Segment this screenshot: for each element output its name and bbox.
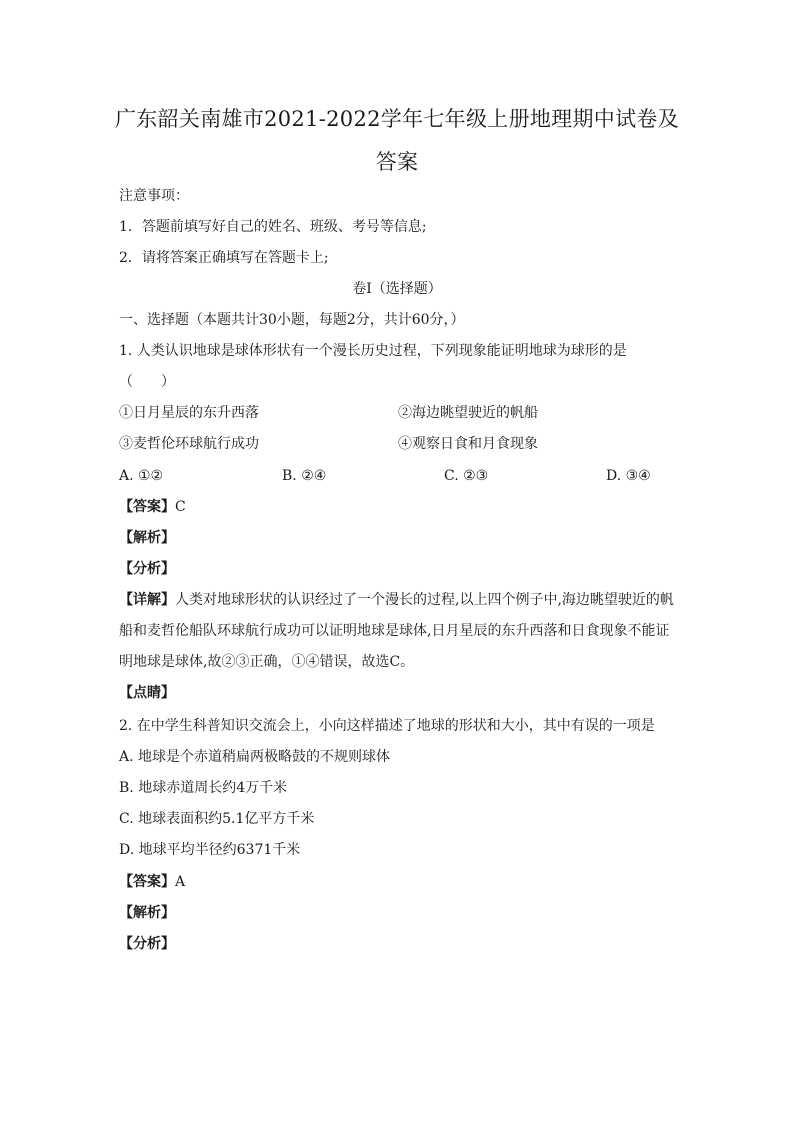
q1-statement-1: ①日月星辰的东升西落 bbox=[119, 405, 259, 421]
q1-option-a: A. ①② bbox=[119, 468, 164, 484]
q2-option-d: D. 地球平均半径约6371千米 bbox=[119, 842, 301, 858]
q2-option-c: C. 地球表面积约5.1亿平方千米 bbox=[119, 811, 315, 827]
notes-item-1: 1．答题前填写好自己的姓名、班级、考号等信息; bbox=[119, 219, 427, 235]
q1-statement-3: ③麦哲伦环球航行成功 bbox=[119, 436, 259, 452]
q1-bracket: （ ） bbox=[119, 374, 175, 390]
q1-option-b: B. ②④ bbox=[282, 468, 327, 484]
q1-statement-2: ②海边眺望驶近的帆船 bbox=[398, 405, 538, 421]
title-line-2: 答案 bbox=[375, 150, 419, 174]
q2-option-b: B. 地球赤道周长约4万千米 bbox=[119, 780, 288, 796]
q1-answer-value: C bbox=[175, 499, 186, 515]
q1-answer-label: 【答案】 bbox=[119, 499, 175, 515]
q2-fenxi-label: 【分析】 bbox=[119, 936, 175, 952]
volume-title: 卷I（选择题） bbox=[352, 281, 442, 297]
q1-answer bbox=[119, 497, 186, 517]
q1-dianjing-label: 【点睛】 bbox=[119, 685, 175, 701]
q2-answer-value: A bbox=[175, 874, 186, 890]
q1-option-d: D. ③④ bbox=[606, 468, 651, 484]
document-title bbox=[100, 98, 694, 184]
q2-answer bbox=[119, 872, 185, 892]
section-heading: 一、选择题（本题共计30小题，每题2分，共计60分，） bbox=[119, 312, 465, 328]
q1-stem: 1. 人类认识地球是球体形状有一个漫长历史过程，下列现象能证明地球为球形的是 bbox=[119, 343, 627, 359]
q2-option-a: A. 地球是个赤道稍扁两极略鼓的不规则球体 bbox=[119, 749, 391, 765]
notes-item-2: 2．请将答案正确填写在答题卡上; bbox=[119, 250, 329, 266]
notes-heading: 注意事项： bbox=[119, 188, 189, 204]
q1-detail-label: 【详解】 bbox=[119, 592, 175, 608]
q1-detail-text: 人类对地球形状的认识经过了一个漫长的过程,以上四个例子中,海边眺望驶近的帆船和麦哲伦船队环球航行成功可以证明地球是球体,日月星辰的东升西落和日食现象不能证明地球是球体,故②③正确，①④错误，故选C。 bbox=[119, 592, 674, 670]
q2-stem: 2. 在中学生科普知识交流会上，小向这样描述了地球的形状和大小，其中有误的一项是 bbox=[119, 718, 655, 734]
q1-statement-4: ④观察日食和月食现象 bbox=[398, 436, 538, 452]
q1-option-c: C. ②③ bbox=[444, 468, 489, 484]
q2-analysis-label: 【解析】 bbox=[119, 905, 175, 921]
q1-fenxi-label: 【分析】 bbox=[119, 561, 175, 577]
title-line-1: 广东韶关南雄市2021-2022学年七年级上册地理期中试卷及 bbox=[115, 107, 679, 131]
q2-answer-label: 【答案】 bbox=[119, 874, 175, 890]
q1-analysis-label: 【解析】 bbox=[119, 530, 175, 546]
q1-detail bbox=[119, 585, 679, 678]
